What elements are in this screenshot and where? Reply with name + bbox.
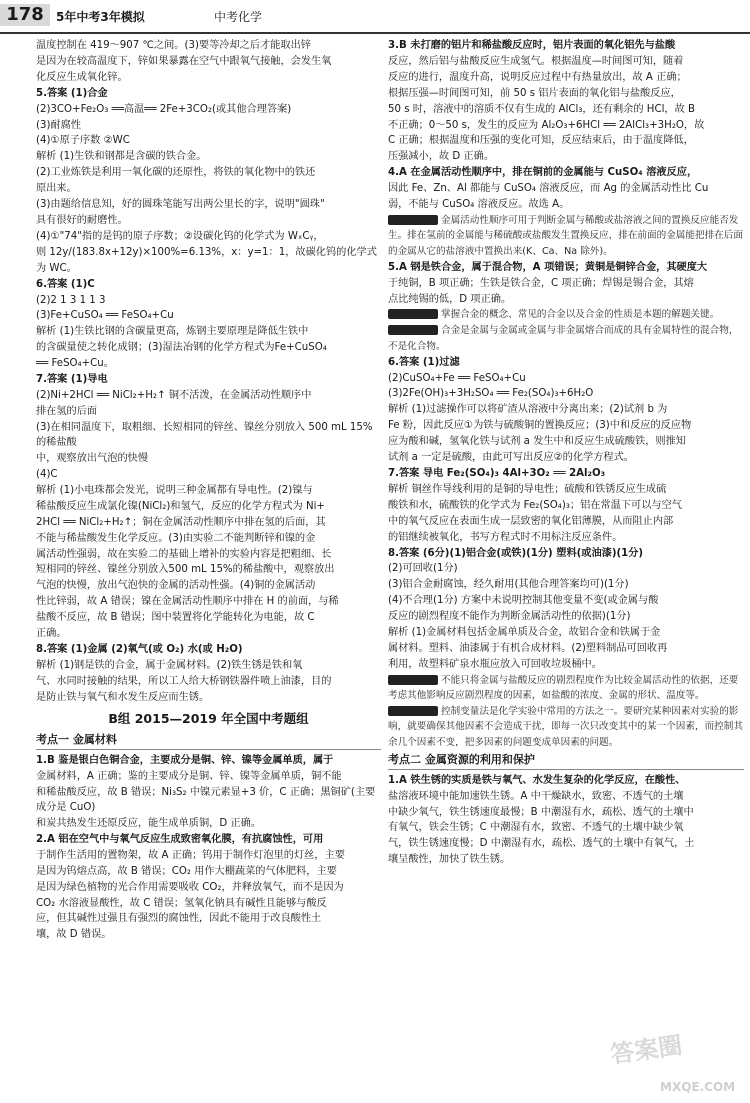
text-line: (3)在相同温度下，取粗细、长短相同的锌丝、镍丝分别放入 500 mL 15%的稀盐酸 [36,421,373,449]
text-line: (4)①原子序数 ②WC [36,135,130,147]
text-line: 是因为钨熔点高，故 B 错误；CO₂ 用作大棚蔬菜的气体肥料，主要 [36,865,337,877]
text-line: 属材料。塑料、油漆属于有机合成材料。(2)塑料制品可回收再 [388,642,668,654]
text-line: 化反应生成氧化锌。 [36,71,128,83]
text-line: 性比锌弱，故 A 错误；镍在金属活动性顺序中排在 H 的前面，与稀 [36,596,339,608]
text-line: 温度控制在 419～907 ℃之间。(3)要等冷却之后才能取出锌 [36,40,311,51]
text-line: 3.B 未打磨的铝片和稀盐酸反应时，铝片表面的氧化铝先与盐酸 [388,40,676,51]
text-line: (4)C [36,468,58,480]
left-column [36,38,381,943]
text-line: 排在氢的后面 [36,405,98,417]
text-line: 7.答案 导电 Fe₂(SO₄)₃ 4Al+3O₂ ══ 2Al₂O₃ [388,467,606,479]
text-line: CO₂ 水溶液显酸性，故 C 错误；氢氧化钠具有碱性且能够与酸反 [36,897,327,909]
text-line: 是因为在较高温度下，锌如果暴露在空气中跟氧气接触，会发生氧 [36,55,332,67]
text-line: 酸铁和水，硫酸铁的化学式为 Fe₂(SO₄)₃；铝在常温下可以与空气 [388,499,682,511]
text-line: 于制作生活用的置物架，故 A 正确；钨用于制作灯泡里的灯丝，主要 [36,849,345,861]
watermark-url: MXQE.COM [660,1080,736,1094]
text-line: 中，观察放出气泡的快慢 [36,453,149,465]
text-line: (2)Ni+2HCl ══ NiCl₂+H₂↑ 铜不活泼，在金属活动性顺序中 [36,389,312,401]
text-line: 解析 (1)过滤操作可以将矿渣从溶液中分离出来；(2)试剂 b 为 [388,404,668,416]
text-line: 有氧气，铁会生锈；C 中潮湿有水，致密、不透气的土壤中缺少氧 [388,822,684,834]
text-line: 反应的进行，温度升高，说明反应过程中有热量放出，故 A 正确； [388,71,687,83]
text-line: 应，但其碱性过强且有强烈的腐蚀性，因此不能用于改良酸性土 [36,913,322,925]
text-line: 利用，故塑料矿泉水瓶应放入可回收垃圾桶中。 [388,658,602,670]
text-line: 8.答案 (6分)(1)铝合金(或铁)(1分) 塑料(或油漆)(1分) [388,547,644,559]
text-line: 的铝继续被氧化，书写方程式时不用标注反应条件。 [388,531,623,543]
text-line: (3)由题给信息知，好的圆珠笔能写出两公里长的字，说明"圆珠" [36,199,325,211]
text-line: 不能与稀盐酸发生化学反应。(3)由实验二不能判断锌和镍的金 [36,532,316,544]
text-line: (3)耐腐性 [36,119,81,131]
text-line: 和炭共热发生还原反应，能生成单质铜，D 正确。 [36,818,262,829]
text-line: 盐酸不反应，故 B 错误；图中装置将化学能转化为电能，故 C [36,612,315,624]
text-line: 气，铁生锈速度慢；D 中潮湿有水，疏松、透气的土壤中有氧气，土 [388,838,695,850]
text-line: 8.答案 (1)金属 (2)氧气(或 O₂) 水(或 H₂O) [36,643,243,655]
tip-note: 控制变量法是化学实验中常用的方法之一。要研究某种因素对实验的影响，就要确保其他因素不会造成干扰，即每一次只改变其中的某一个因素，而控制其余几个因素不变，把多因素的问题变成单因素的问题。 [388,706,743,748]
text-line: 弱，不能与 CuSO₄ 溶液反应。故选 A。 [388,199,570,211]
text-line: (4)①"74"指的是钨的原子序数；②设碳化钨的化学式为 WₓCᵧ， [36,230,324,242]
text-line: 6.答案 (1)C [36,278,95,290]
text-line: 属活动性强弱，故在实验二的基础上增补的实验内容是把粗细、长 [36,548,332,560]
text-line: 于纯铜，B 项正确；生铁是铁合金，C 项正确；焊锡是锡合金，其熔 [388,277,694,289]
text-line: 点比纯锡的低，D 项正确。 [388,293,512,305]
text-line: 7.答案 (1)导电 [36,374,108,386]
watermark-logo: 答案圈 [608,1031,684,1069]
text-line: 为 WC。 [36,262,77,274]
text-line: 1.B 鉴是银白色铜合金，主要成分是铜、锌、镍等金属单质，属于 [36,754,334,766]
text-line: Fe 粉，因此反应①为铁与硫酸铜的置换反应；(3)中和反应的反应物 [388,420,692,432]
tip-badge-icon [388,675,438,685]
text-line: (2)2 1 3 1 1 3 [36,294,106,306]
page-number: 178 [0,4,50,26]
text-line: 的含碳量使之转化成钢；(3)湿法冶钢的化学方程式为Fe+CuSO₄ [36,342,327,354]
tip-note: 不能只将金属与盐酸反应的剧烈程度作为比较金属活动性的依据，还要考虑其他影响反应剧烈程度的因素，如盐酸的浓度、金属的形状、温度等。 [388,674,739,702]
text-line: 4.A 在金属活动性顺序中，排在铜前的金属能与 CuSO₄ 溶液反应， [388,167,698,179]
tip-badge-icon [388,325,438,335]
text-line: 反应的剧烈程度不能作为判断金属活动性的依据)(1分) [388,611,631,623]
text-line: 原出来。 [36,183,77,195]
text-line: 应为酸和碱，氢氧化铁与试剂 a 发生中和反应生成硫酸铁，则推知 [388,436,686,448]
text-line: 解析 (1)钢是铁的合金，属于金属材料。(2)铁生锈是铁和氧 [36,659,303,671]
page-header [0,0,750,34]
text-line: 壤，故 D 错误。 [36,929,112,941]
topic-heading-2: 考点二 金属资源的利用和保护 [388,752,744,769]
text-line: 1.A 铁生锈的实质是铁与氧气、水发生复杂的化学反应，在酸性、 [388,774,686,786]
text-line: (3)铝合金耐腐蚀，经久耐用(其他合理答案均可)(1分) [388,579,629,591]
text-line: 气、水同时接触的结果，所以工人给大桥钢铁器件喷上油漆，目的 [36,675,332,687]
text-line: 中缺少氧气，铁生锈速度最慢；B 中潮湿有水，疏松、透气的土壤中 [388,806,694,818]
text-line: 正确。 [36,628,67,640]
text-line: 短相同的锌丝、镍丝分别放入500 mL 15%的稀盐酸中，观察放出 [36,564,335,576]
text-line: 不正确；0～50 s，发生的反应为 Al₂O₃+6HCl ══ 2AlCl₃+3H₂O，故 [388,119,705,131]
text-line: 解析 (1)生铁比钢的含碳量更高，炼钢主要原理是降低生铁中 [36,326,309,338]
text-line: 因此 Fe、Zn、Al 都能与 CuSO₄ 溶液反应，而 Ag 的金属活动性比 Cu [388,183,709,195]
tip-note: 掌握合金的概念、常见的合金以及合金的性质是本题的解题关键。 [388,307,744,322]
tip-badge-icon [388,309,438,319]
text-line: 2.A 铝在空气中与氧气反应生成致密氧化膜，有抗腐蚀性，可用 [36,833,324,845]
text-line: (2)工业炼铁是利用一氧化碳的还原性，将铁的氧化物中的铁还 [36,167,316,179]
tip-badge-icon [388,215,438,225]
text-line: 压强减小，故 D 正确。 [388,151,495,163]
text-line: 5.A 钢是铁合金，属于混合物，A 项错误；黄铜是铜锌合金，其硬度大 [388,261,708,273]
text-line: 和稀盐酸反应，故 B 错误；Ni₃S₂ 中镍元素显+3 价，C 正确；黑铜矿(主要成分是 CuO) [36,786,376,814]
text-line: 是防止铁与氧气和水发生反应而生锈。 [36,691,210,703]
text-line: 解析 铜丝作导线利用的是铜的导电性；硫酸和铁锈反应生成硫 [388,483,667,495]
subject-label: 中考化学 [214,10,263,24]
section-b-title: B组 2015—2019 年全国中考题组 [108,711,309,727]
text-line: 是因为绿色植物的光合作用需要吸收 CO₂，并释放氧气，而不是因为 [36,881,344,893]
tip-note: 合金是金属与金属或金属与非金属熔合而成的具有金属特性的混合物，不是化合物。 [388,325,739,352]
text-line: (3)2Fe(OH)₃+3H₂SO₄ ══ Fe₂(SO₄)₃+6H₂O [388,388,594,400]
text-line: 6.答案 (1)过滤 [388,356,460,368]
topic-heading-1: 考点一 金属材料 [36,732,381,749]
text-line: 具有很好的耐磨性。 [36,214,128,226]
text-line: (2)CuSO₄+Fe ══ FeSO₄+Cu [388,372,526,384]
text-line: 则 12y/(183.8x+12y)×100%=6.13%，x：y=1：1，故碳化钨的化学式 [36,246,377,258]
text-line: 稀盐酸反应生成氯化镍(NiCl₂)和氢气，反应的化学方程式为 Ni+ [36,500,325,512]
text-line: 解析 (1)小电珠都会发光，说明三种金属都有导电性。(2)镍与 [36,484,313,496]
text-line: 2HCl ══ NiCl₂+H₂↑；铜在金属活动性顺序中排在氢的后面，其 [36,516,326,528]
text-line: 试剂 a 一定是硫酸，由此可写出反应②的化学方程式。 [388,452,634,464]
tip-note: 金属活动性顺序可用于判断金属与稀酸或盐溶液之间的置换反应能否发生。排在氢前的金属能与稀硫酸或盐酸发生置换反应，排在前面的金属能把排在后面的金属从它的盐溶液中置换出来(K、Ca、Na 除外)。 [388,214,743,257]
text-line: 气泡的快慢，放出气泡快的金属的活动性强。(4)铜的金属活动 [36,580,316,592]
book-series: 5年中考3年模拟 [56,10,145,24]
text-line: ══ FeSO₄+Cu。 [36,358,114,370]
right-column [388,38,744,868]
text-line: 50 s 时，溶液中的溶质不仅有生成的 AlCl₃，还有剩余的 HCl，故 B [388,103,696,115]
text-line: (3)Fe+CuSO₄ ══ FeSO₄+Cu [36,310,174,322]
text-line: C 正确；根据温度和压强的变化可知，反应结束后，由于温度降低， [388,135,694,147]
text-line: 盐溶液环境中能加速铁生锈。A 中干燥缺水，致密、不透气的土壤 [388,790,684,802]
text-line: (4)不合理(1分) 方案中未说明控制其他变量不变(或金属与酸 [388,595,659,607]
text-line: 壤呈酸性，加快了铁生锈。 [388,854,511,866]
tip-badge-icon [388,706,438,716]
text-line: 金属材料，A 正确；鉴的主要成分是铜、锌、镍等金属单质，铜不能 [36,770,342,782]
text-line: 解析 (1)金属材料包括金属单质及合金，故铝合金和铁属于金 [388,627,661,639]
text-line: 解析 (1)生铁和钢都是含碳的铁合金。 [36,151,207,163]
text-line: 5.答案 (1)合金 [36,87,108,99]
text-line: 根据压强—时间图可知，前 50 s 铝片表面的氧化铝与盐酸反应， [388,87,681,99]
text-line: (2)3CO+Fe₂O₃ ══高温══ 2Fe+3CO₂(或其他合理答案) [36,103,292,115]
text-line: (2)可回收(1分) [388,563,458,575]
text-line: 中的氧气反应在表面生成一层致密的氧化铝薄膜，从而阻止内部 [388,515,674,527]
text-line: 反应，然后铝与盐酸反应生成氢气。根据温度—时间图可知，随着 [388,55,684,67]
